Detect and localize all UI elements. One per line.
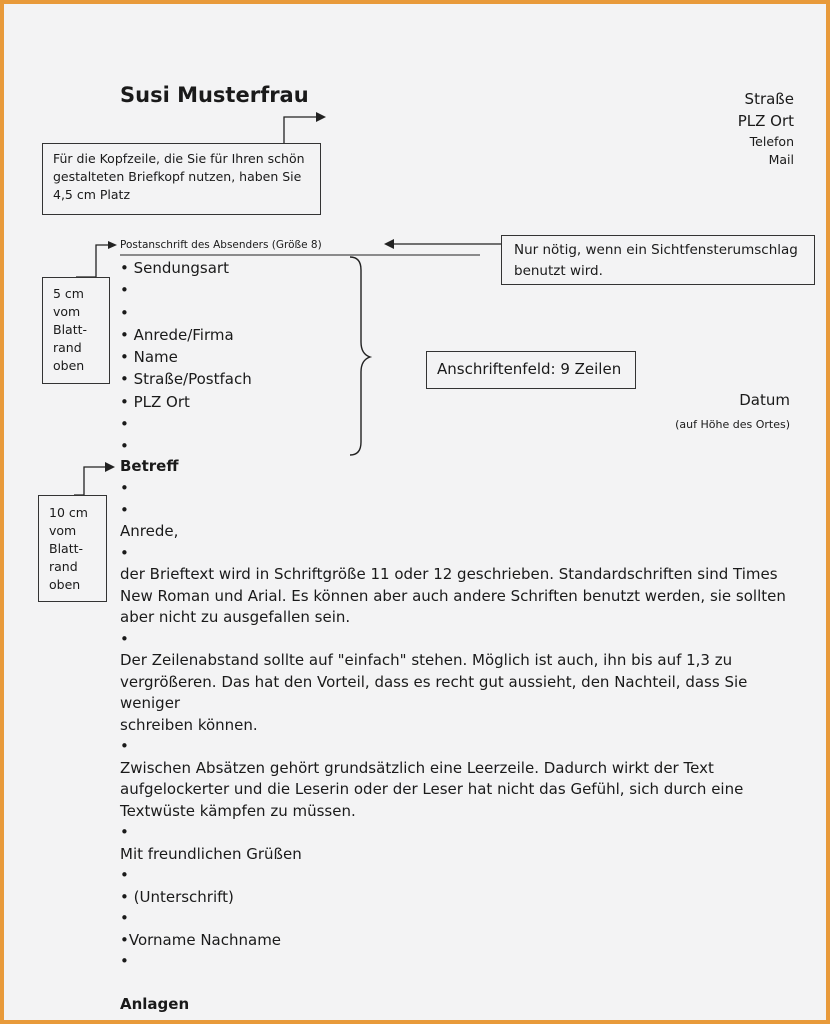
body-line: Mit freundlichen Grüßen bbox=[120, 844, 302, 863]
body-line: • bbox=[120, 543, 129, 562]
attachments-label: Anlagen bbox=[120, 995, 190, 1013]
body-line: aber nicht zu ausgefallen sein. bbox=[120, 608, 351, 626]
address-line: • bbox=[120, 281, 129, 300]
letter-body bbox=[120, 478, 810, 1016]
body-line: •Vorname Nachname bbox=[120, 930, 282, 949]
sender-phone: Telefon bbox=[749, 134, 794, 149]
margin-5cm-line: Blatt- bbox=[53, 322, 88, 337]
body-line: vergrößeren. Das hat den Vorteil, dass es recht gut aussieht, den Nachteil, dass Sie weniger bbox=[120, 672, 748, 712]
margin-5cm-line: oben bbox=[53, 358, 85, 373]
window-arrowhead bbox=[384, 239, 394, 249]
date-note: (auf Höhe des Ortes) bbox=[675, 418, 790, 431]
body-line: Zwischen Absätzen gehört grundsätzlich eine Leerzeile. Dadurch wirkt der Text bbox=[120, 758, 714, 777]
margin-5cm-line: rand bbox=[53, 340, 82, 355]
body-line: • bbox=[120, 866, 129, 884]
sender-address-line: Postanschrift des Absenders (Größe 8) bbox=[120, 239, 322, 251]
margin-5cm-box bbox=[42, 277, 110, 384]
body-line: Anrede, bbox=[120, 522, 179, 540]
body-line: der Brieftext wird in Schriftgröße 11 oder 12 geschrieben. Standardschriften sind Times bbox=[120, 565, 778, 583]
margin-10cm-box bbox=[38, 495, 107, 602]
address-line: • Straße/Postfach bbox=[120, 370, 252, 389]
address-line: • PLZ Ort bbox=[120, 392, 190, 411]
address-line: • Anrede/Firma bbox=[120, 325, 234, 344]
margin-10cm-line: oben bbox=[49, 577, 81, 592]
header-note-box: Für die Kopfzeile, die Sie für Ihren schön gestalteten Briefkopf nutzen, haben Sie 4,5 cm Platz bbox=[42, 143, 321, 215]
address-line: • bbox=[120, 303, 129, 322]
address-brace bbox=[350, 257, 370, 455]
body-line: • bbox=[120, 479, 129, 497]
subject-line: Betreff bbox=[120, 457, 179, 475]
margin-5cm-line: vom bbox=[53, 304, 81, 319]
body-line: New Roman und Arial. Es können aber auch andere Schriften benutzt werden, sie sollten bbox=[120, 586, 786, 605]
margin-5cm-line: 5 cm bbox=[53, 286, 84, 301]
margin-10cm-line: rand bbox=[49, 559, 78, 574]
cm10-arrowhead bbox=[105, 462, 115, 472]
address-field bbox=[120, 257, 252, 458]
margin-10cm-line: 10 cm bbox=[49, 505, 88, 520]
sender-street: Straße bbox=[744, 90, 794, 108]
address-line: • Sendungsart bbox=[120, 259, 229, 277]
margin-10cm-line: vom bbox=[49, 523, 77, 538]
margin-10cm-line: Blatt- bbox=[49, 541, 84, 556]
sender-city: PLZ Ort bbox=[737, 112, 794, 130]
body-line: • bbox=[120, 500, 129, 519]
address-field-label: Anschriftenfeld: 9 Zeilen bbox=[426, 351, 636, 389]
header-arrow bbox=[284, 117, 316, 143]
window-envelope-note: Nur nötig, wenn ein Sichtfensterumschlag benutzt wird. bbox=[501, 235, 815, 285]
body-line: • (Unterschrift) bbox=[120, 887, 234, 906]
body-line: aufgelockerter und die Leserin oder der Leser hat nicht das Gefühl, sich durch eine bbox=[120, 780, 744, 798]
body-line: • bbox=[120, 909, 129, 927]
address-line: • bbox=[120, 415, 129, 434]
date-label: Datum bbox=[739, 391, 790, 409]
cm5-arrowhead bbox=[108, 241, 117, 249]
header-arrowhead bbox=[316, 112, 326, 122]
cm5-arrow bbox=[76, 245, 110, 277]
body-line: • bbox=[120, 823, 129, 841]
body-line: Textwüste kämpfen zu müssen. bbox=[120, 801, 356, 820]
letter-sender-name: Susi Musterfrau bbox=[120, 83, 309, 107]
body-line: Der Zeilenabstand sollte auf "einfach" stehen. Möglich ist auch, ihn bis auf 1,3 zu bbox=[120, 651, 733, 669]
body-line: • bbox=[120, 952, 129, 970]
address-line: • Name bbox=[120, 348, 178, 367]
sender-mail: Mail bbox=[768, 152, 794, 167]
body-line: • bbox=[120, 737, 129, 755]
body-line: • bbox=[120, 629, 129, 648]
body-line: schreiben können. bbox=[120, 715, 258, 734]
cm10-arrow bbox=[74, 467, 106, 495]
address-line: • bbox=[120, 437, 129, 456]
body-line bbox=[120, 973, 810, 995]
